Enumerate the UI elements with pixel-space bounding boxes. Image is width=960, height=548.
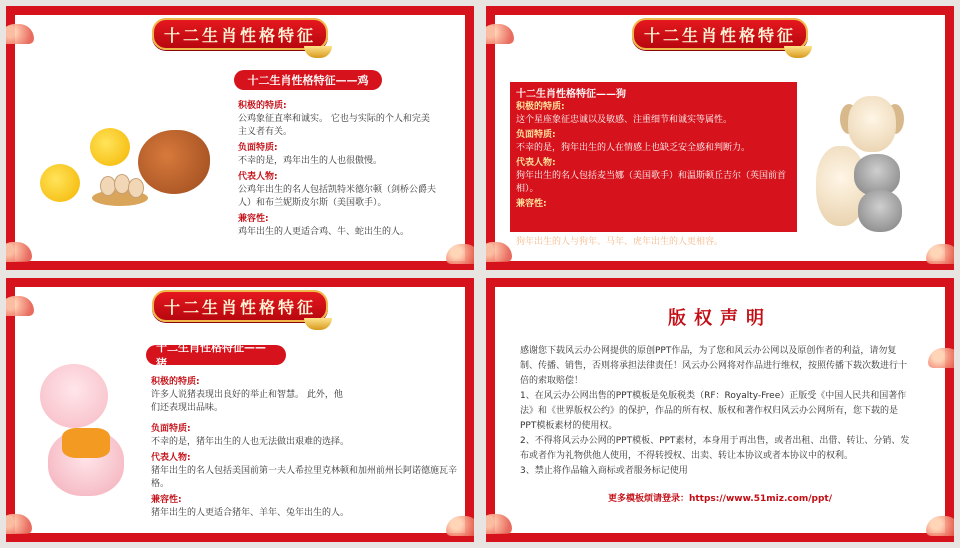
section-text: 这个星座象征忠诚以及敏感、注重细节和诚实等属性。 <box>516 115 733 125</box>
subtitle-pill <box>146 341 286 370</box>
section-text: 公鸡象征直率和诚实。 它也与实际的个人和完美主义者有关。 <box>238 114 430 137</box>
banner-title: 十二生肖性格特征 <box>163 297 316 317</box>
subtitle: 十二生肖性格特征——猪 <box>156 341 266 370</box>
slide-dog[interactable] <box>486 6 954 270</box>
subtitle-pill <box>234 70 382 90</box>
slide-pig[interactable] <box>6 278 474 542</box>
subtitle: 十二生肖性格特征——鸡 <box>247 74 369 87</box>
content-box <box>510 82 797 232</box>
section-text: 猪年出生的人更适合猪年、羊年、兔年出生的人。 <box>151 508 350 518</box>
copyright-paragraph: 2、不得将风云办公网的PPT模板、PPT素材，本身用于再出售，或者出租、出借、转让、分销、发布或者作为礼物供他人使用，不得转授权、出卖、转让本协议或者本协议中的权利。 <box>520 436 910 461</box>
section-heading: 兼容性: <box>516 199 547 209</box>
hen-icon <box>138 130 210 194</box>
section-heading: 兼容性: <box>151 495 182 505</box>
cloud-decoration <box>446 244 474 264</box>
cloud-decoration <box>928 348 954 368</box>
copyright-title: 版权声明 <box>668 308 772 329</box>
section-heading: 代表人物: <box>238 172 278 182</box>
chick-icon <box>90 128 130 166</box>
section-text: 猪年出生的名人包括美国前第一夫人希拉里克林顿和加州前州长阿诺德施瓦辛格。 <box>151 466 458 489</box>
cloud-decoration <box>926 244 954 264</box>
cat-body <box>858 190 902 232</box>
section-text: 不幸的是，鸡年出生的人也很傲慢。 <box>238 156 383 166</box>
slide-banner <box>632 18 808 50</box>
section-heading: 兼容性: <box>238 214 269 224</box>
text-block <box>151 374 461 523</box>
banner-title: 十二生肖性格特征 <box>163 25 316 45</box>
section-heading: 代表人物: <box>151 453 191 463</box>
egg-icon <box>128 178 144 198</box>
banner-title: 十二生肖性格特征 <box>643 25 796 45</box>
copyright-footer-link[interactable]: 更多模板烦请登录：https://www.51miz.com/ppt/ <box>607 494 833 504</box>
copyright-paragraph: 1、在风云办公网出售的PPT模板是免版税类（RF：Royalty-Free）正版受《中国人民共和国著作法》和《世界版权公约》的保护，作品的所有权、版权和著作权归风云办公网所有，您下载的是PPT模板素材的使用权。 <box>520 391 907 431</box>
text-block <box>238 98 438 242</box>
copyright-text <box>520 344 914 479</box>
section-heading: 负面特质: <box>516 130 556 140</box>
section-text: 许多人说猪表现出良好的举止和智慧。 此外，他们还表现出品味。 <box>151 390 343 413</box>
section-text: 狗年出生的名人包括麦当娜（美国歌手）和温斯顿丘吉尔（英国前首相）。 <box>516 171 787 194</box>
section-text: 狗年出生的人与狗年、马年、虎年出生的人更相容。 <box>516 237 724 247</box>
chick-icon <box>40 164 80 202</box>
section-heading: 负面特质: <box>238 143 278 153</box>
section-heading: 代表人物: <box>516 158 556 168</box>
cloud-decoration <box>926 516 954 536</box>
section-text: 不幸的是，猪年出生的人也无法做出艰难的选择。 <box>151 437 350 447</box>
subtitle: 十二生肖性格特征——狗 <box>516 89 626 100</box>
section-heading: 积极的特质: <box>516 102 565 112</box>
pig-shirt <box>62 428 110 458</box>
copyright-paragraph: 感谢您下载风云办公网提供的原创PPT作品，为了您和风云办公网以及原创作者的利益，请勿复制、传播、销售，否则将承担法律责任！风云办公网将对作品进行维权，按照传播下载次数进行十倍的索取赔偿！ <box>520 346 908 386</box>
slide-copyright[interactable] <box>486 278 954 542</box>
pig-icon <box>40 364 108 428</box>
section-heading: 积极的特质: <box>151 377 200 387</box>
section-text: 公鸡年出生的名人包括凯特米德尔顿（剑桥公爵夫人）和布兰妮斯皮尔斯（美国歌手）。 <box>238 185 437 208</box>
slide-banner <box>152 18 328 50</box>
section-text: 鸡年出生的人更适合鸡、牛、蛇出生的人。 <box>238 227 410 237</box>
dog-icon <box>848 96 896 152</box>
slide-rooster[interactable] <box>6 6 474 270</box>
section-text: 不幸的是，狗年出生的人在情感上也缺乏安全感和判断力。 <box>516 143 751 153</box>
copyright-paragraph: 3、禁止将作品输入商标或者服务标记使用 <box>520 466 688 476</box>
section-heading: 负面特质: <box>151 424 191 434</box>
section-heading: 积极的特质: <box>238 101 287 111</box>
slide-banner <box>152 290 328 322</box>
